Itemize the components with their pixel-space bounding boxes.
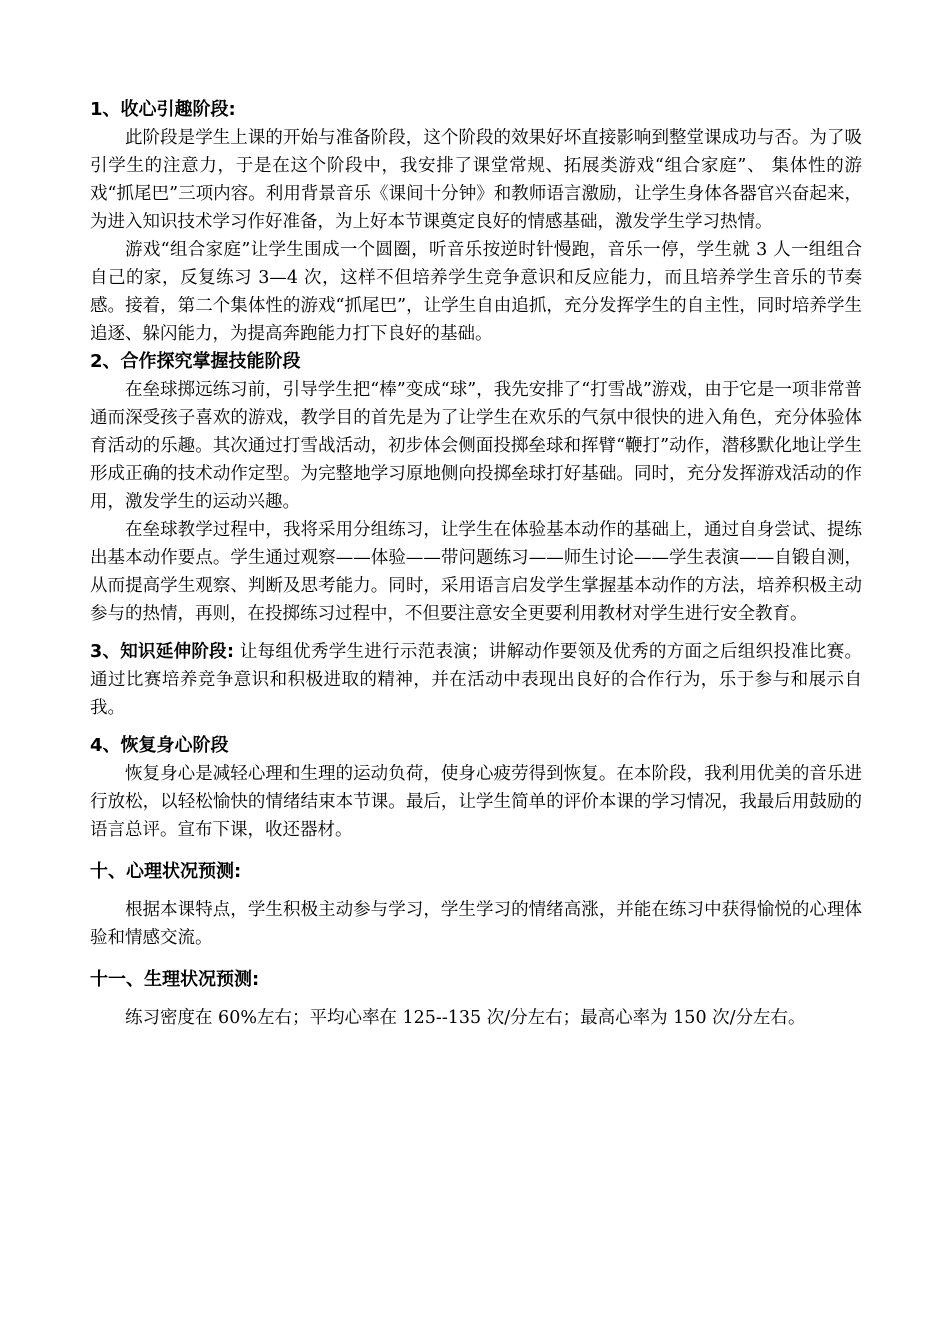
section-1-paragraph-2: 游戏“组合家庭”让学生围成一个圆圈，听音乐按逆时针慢跑，音乐一停，学生就 3 人一组组合自己的家，反复练习 3—4 次，这样不但培养学生竞争意识和反应能力，而且培养学生音乐的节奏感。接着，第二个集体性的游戏“抓尾巴”，让学生自由追抓，充分发挥学生的自主性，同时培养学生追逐、躲闪能力，为提高奔跑能力打下良好的基础。 — [90, 240, 862, 344]
section-2-paragraph-1: 在垒球掷远练习前，引导学生把“棒”变成“球”，我先安排了“打雪战”游戏，由于它是一项非常普通而深受孩子喜欢的游戏，教学目的首先是为了让学生在欢乐的气氛中很快的进入角色，充分体验体育活动的乐趣。其次通过打雪战活动，初步体会侧面投掷垒球和挥臂“鞭打”动作，潜移默化地让学生形成正确的技术动作定型。为完整地学习原地侧向投掷垒球打好基础。同时，充分发挥游戏活动的作用，激发学生的运动兴趣。 — [90, 380, 862, 512]
section-heading-3: 3、知识延伸阶段: — [90, 642, 234, 662]
section-heading-11: 十一、生理状况预测: — [90, 969, 260, 990]
section-heading-1: 1、收心引趣阶段: — [90, 99, 236, 120]
section-heading-10: 十、心理状况预测: — [90, 861, 242, 882]
section-1-paragraph-1: 此阶段是学生上课的开始与准备阶段，这个阶段的效果好坏直接影响到整堂课成功与否。为了吸引学生的注意力，于是在这个阶段中，我安排了课堂常规、拓展类游戏“组合家庭”、 集体性的游戏“抓尾巴”三项内容。利用背景音乐《课间十分钟》和教师语言激励，让学生身体各器官兴奋起来，为进入知识技术学习作好准备，为上好本节课奠定良好的情感基础，激发学生学习热情。 — [90, 128, 862, 232]
section-11-paragraph-1: 练习密度在 60%左右；平均心率在 125--135 次/分左右；最高心率为 150 次/分左右。 — [125, 1008, 806, 1028]
document-page — [90, 96, 862, 1032]
section-3-paragraph — [90, 638, 862, 722]
section-4-paragraph-1: 恢复身心是减轻心理和生理的运动负荷，使身心疲劳得到恢复。在本阶段，我利用优美的音乐进行放松，以轻松愉快的情绪结束本节课。最后，让学生简单的评价本课的学习情况，我最后用鼓励的语言总评。宣布下课，收还器材。 — [90, 764, 862, 840]
section-3-text: 让每组优秀学生进行示范表演；讲解动作要领及优秀的方面之后组织投准比赛。通过比赛培养竞争意识和积极进取的精神，并在活动中表现出良好的合作行为，乐于参与和展示自我。 — [90, 642, 862, 718]
section-2-paragraph-2: 在垒球教学过程中，我将采用分组练习，让学生在体验基本动作的基础上，通过自身尝试、提练出基本动作要点。学生通过观察——体验——带问题练习——师生讨论——学生表演——自锻自测，从而提高学生观察、判断及思考能力。同时，采用语言启发学生掌握基本动作的方法，培养积极主动参与的热情，再则，在投掷练习过程中，不但要注意安全更要利用教材对学生进行安全教育。 — [90, 520, 862, 624]
section-heading-2: 2、合作探究掌握技能阶段 — [90, 351, 301, 372]
section-heading-4: 4、恢复身心阶段 — [90, 735, 229, 756]
section-10-paragraph-1: 根据本课特点，学生积极主动参与学习，学生学习的情绪高涨，并能在练习中获得愉悦的心理体验和情感交流。 — [90, 900, 862, 948]
